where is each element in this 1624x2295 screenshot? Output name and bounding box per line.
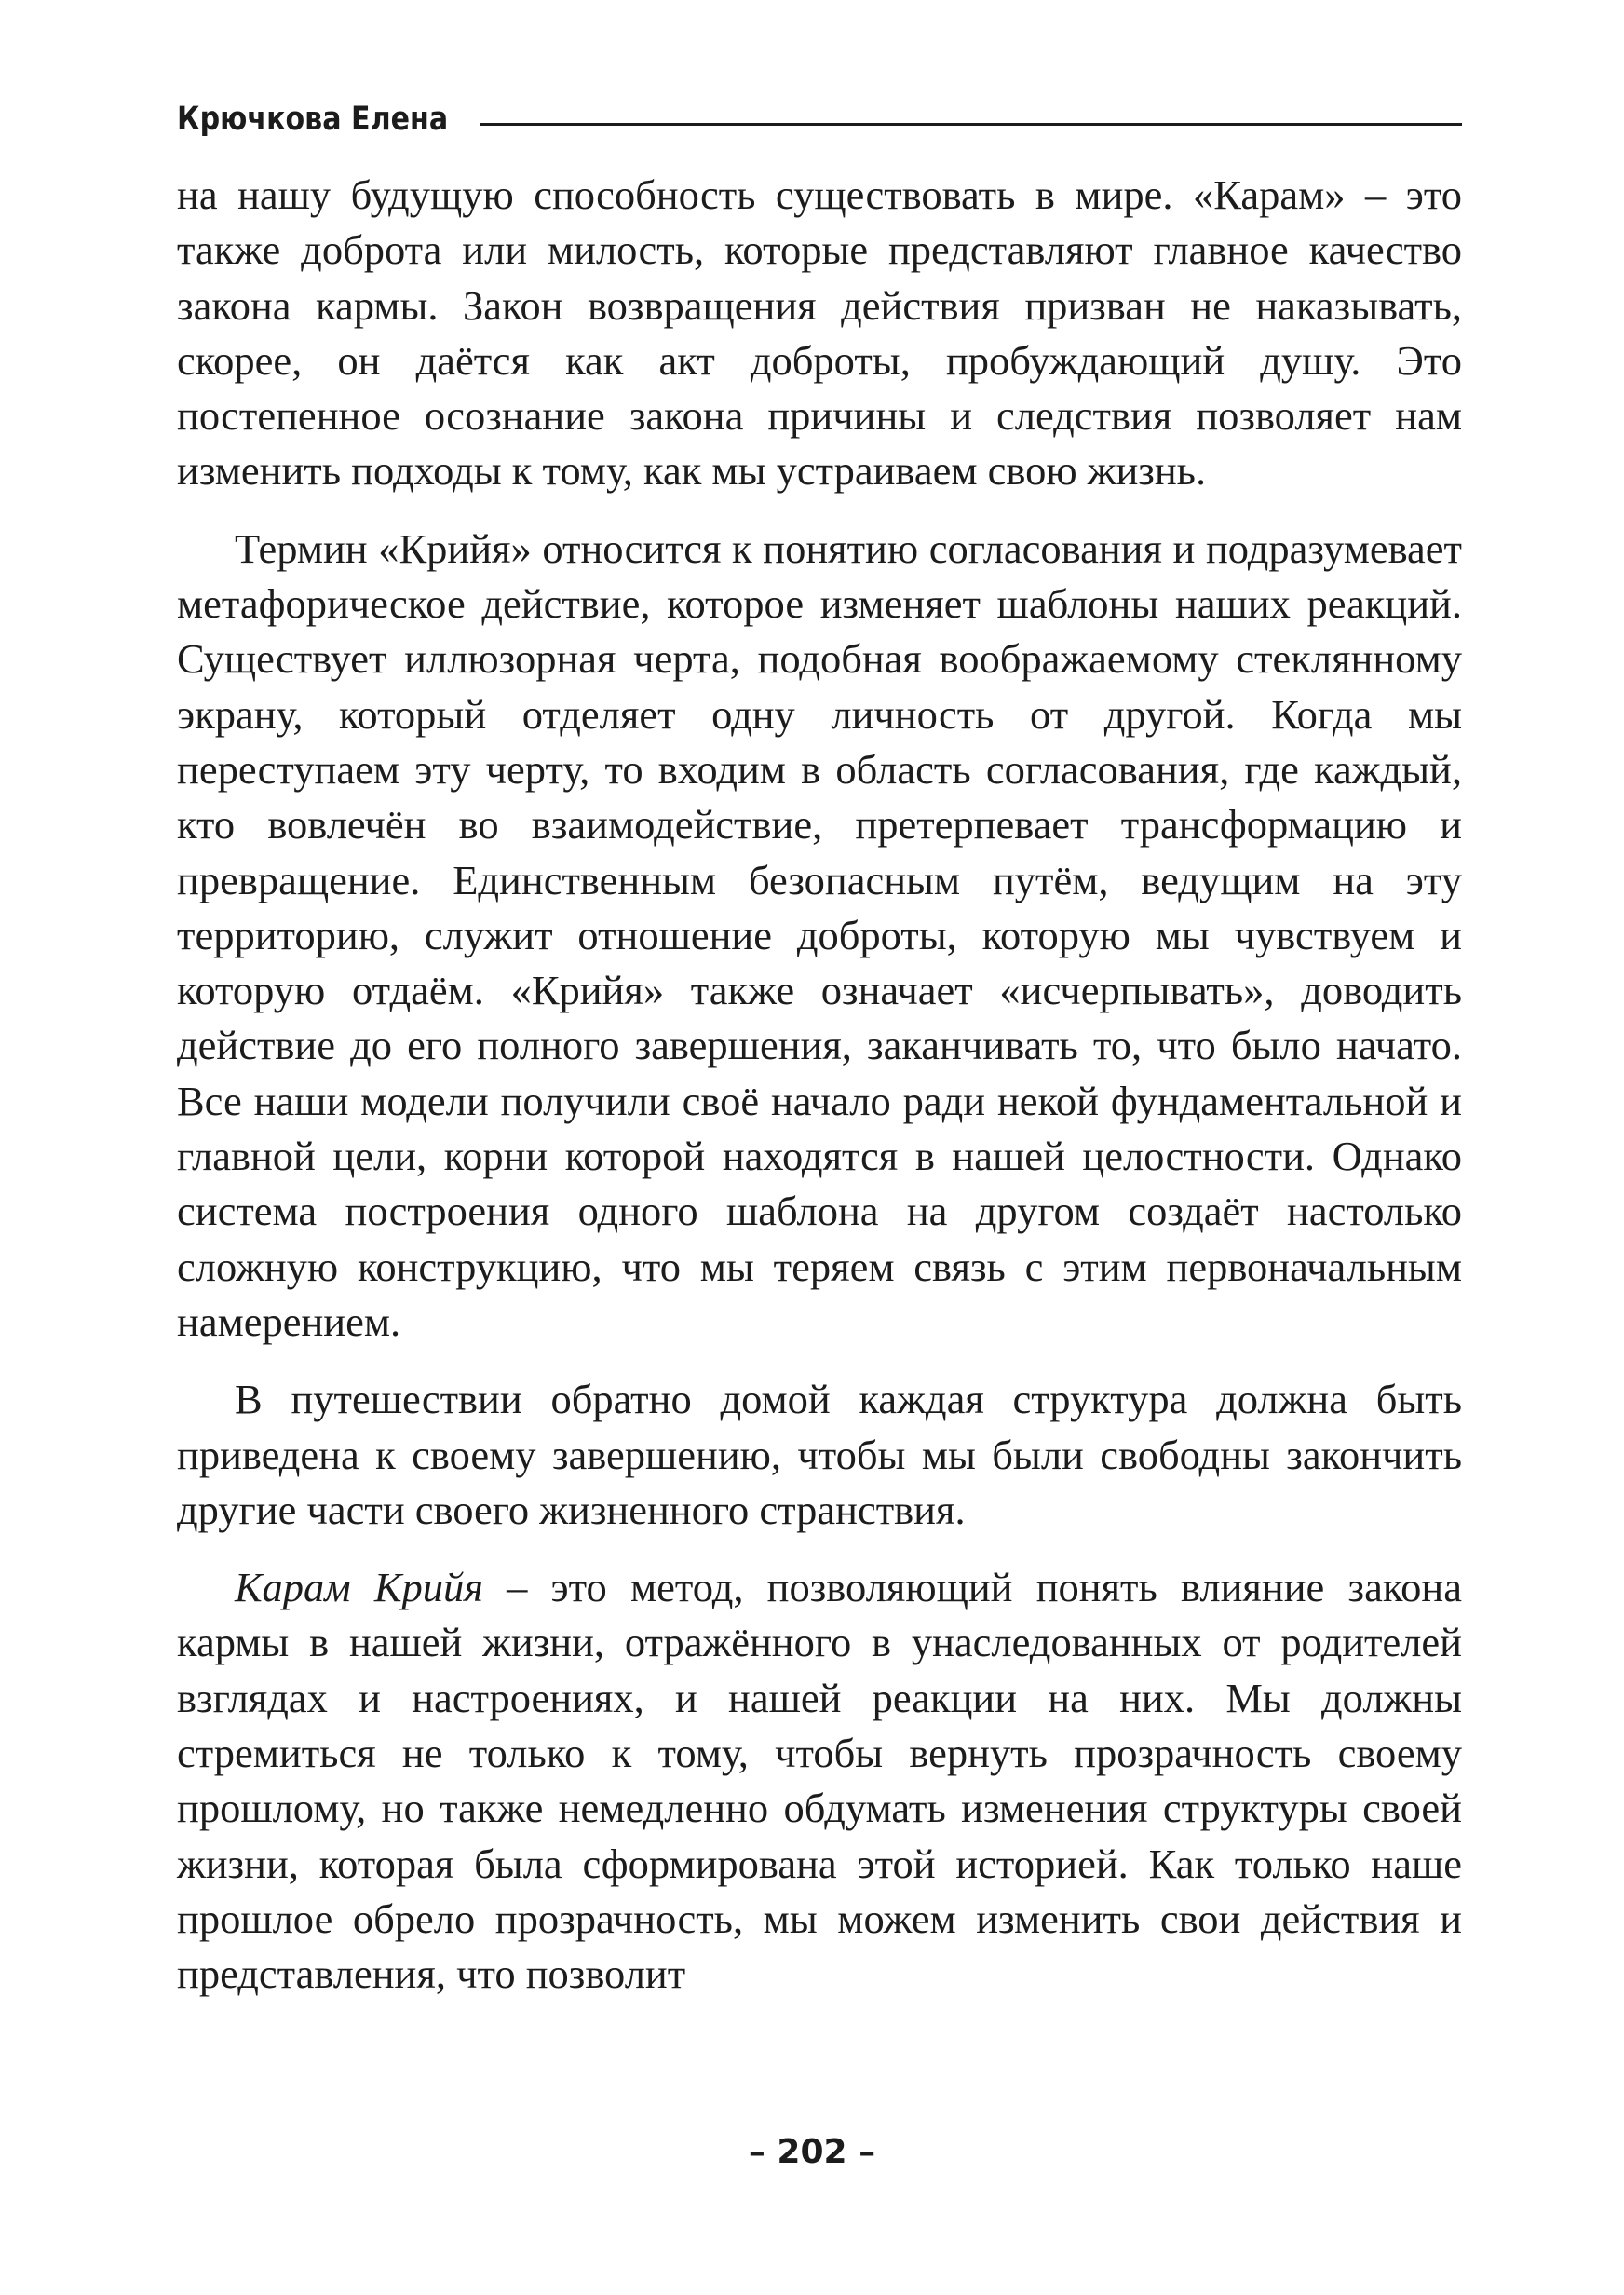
running-header: [177, 101, 1462, 138]
paragraph-1: на нашу будущую способность существовать в мире. «Карам» – это также доброта или милость, которые представляют главное качество закона кармы. Закон возвращения действия призван не наказывать, скорее, он даётся как акт доброты, пробуждающий душу. Это постепенное осознание закона причины и следствия позволяет нам изменить подходы к тому, как мы устраиваем свою жизнь.: [177, 171, 1462, 495]
italic-term: Карам Крийя: [235, 1564, 483, 1611]
paragraph-4: [177, 1560, 1462, 2002]
paragraph-3: В путешествии обратно домой каждая структура должна быть приведена к своему завершению, чтобы мы были свободны закончить другие части своего жизненного странствия.: [177, 1376, 1462, 1533]
body-text: [177, 168, 1462, 2003]
author-name: Крючкова Елена: [177, 101, 449, 138]
paragraph-4-text: – это метод, позволяющий понять влияние закона кармы в нашей жизни, отражённого в унаследованных от родителей взглядах и настроениях, и нашей реакции на них. Мы должны стремиться не только к тому, чтобы вернуть прозрачность своему прошлому, но также немедленно обдумать изменения структуры своей жизни, которая была сформирована этой историей. Как только наше прошлое обрело прозрачность, мы можем изменить свои действия и представления, что позволит: [177, 1564, 1462, 1998]
header-rule: [480, 123, 1462, 126]
page-number: – 202 –: [748, 2133, 876, 2171]
paragraph-2: Термин «Крийя» относится к понятию согласования и подразумевает метафорическое действие, которое изменяет шаблоны наших реакций. Существует иллюзорная черта, подобная воображаемому стеклянному экрану, который отделяет одну личность от другой. Когда мы переступаем эту черту, то входим в область согласования, где каждый, кто вовлечён во взаимодействие, претерпевает трансформацию и превращение. Единственным безопасным путём, ведущим на эту территорию, служит отношение доброты, которую мы чувствуем и которую отдаём. «Крийя» также означает «исчерпывать», доводить действие до его полного завершения, заканчивать то, что было начато. Все наши модели получили своё начало ради некой фундаментальной и главной цели, корни которой находятся в нашей целостности. Однако система построения одного шаблона на другом создаёт настолько сложную конструкцию, что мы теряем связь с этим первоначальным намерением.: [177, 524, 1462, 1345]
